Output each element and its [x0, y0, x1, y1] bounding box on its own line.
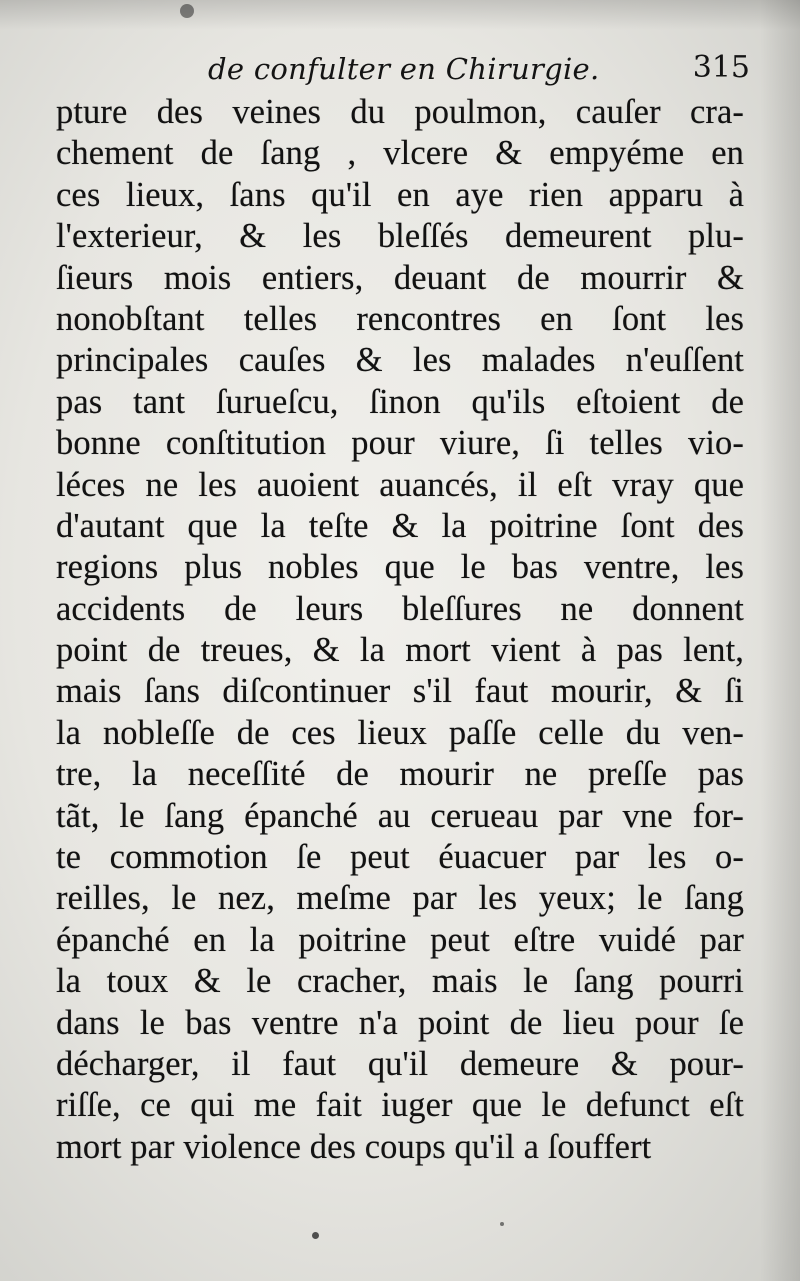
ink-blot: [180, 4, 194, 18]
running-head: de confulter en Chirurgie.: [208, 52, 600, 86]
text-line: léces ne les auoient auancés, il eſt vray que: [56, 465, 744, 504]
text-line: l'exterieur, & les bleſſés demeurent plu-: [56, 217, 744, 256]
text-line: regions plus nobles que le bas ventre, les: [56, 548, 744, 587]
text-line: mais ſans diſcontinuer s'il faut mourir, & ſi: [56, 672, 744, 711]
text-line: point de treues, & la mort vient à pas lent,: [56, 631, 744, 670]
text-line: tãt, le ſang épanché au cerueau par vne for-: [56, 796, 744, 835]
text-line: chement de ſang , vlcere & empyéme en: [56, 134, 744, 173]
text-line: bonne conſtitution pour viure, ſi telles vio-: [56, 424, 744, 463]
text-line: la toux & le cracher, mais le ſang pourri: [56, 962, 744, 1001]
text-line: reilles, le nez, meſme par les yeux; le ſang: [56, 879, 744, 918]
text-line: nonobſtant telles rencontres en ſont les: [56, 299, 744, 338]
ink-speck: [500, 1222, 504, 1226]
text-line: ces lieux, ſans qu'il en aye rien apparu à: [56, 175, 744, 214]
body-text: [56, 92, 744, 1168]
text-line: accidents de leurs bleſſures ne donnent: [56, 589, 744, 628]
text-line: dans le bas ventre n'a point de lieu pour ſe: [56, 1003, 744, 1042]
text-line: la nobleſſe de ces lieux paſſe celle du ven-: [56, 713, 744, 752]
text-line: pas tant ſurueſcu, ſinon qu'ils eſtoient de: [56, 382, 744, 421]
text-line: pture des veines du poulmon, cauſer cra-: [56, 93, 744, 131]
text-line: tre, la neceſſité de mourir ne preſſe pas: [56, 755, 744, 794]
text-line: ſieurs mois entiers, deuant de mourrir &: [56, 258, 744, 297]
page-edge-shadow: [760, 0, 800, 1281]
text-line: d'autant que la teſte & la poitrine ſont des: [56, 506, 744, 545]
text-line: mort par violence des coups qu'il a ſouffert: [56, 1127, 652, 1166]
page-number: 315: [692, 50, 750, 85]
page-top-shadow: [0, 0, 800, 30]
text-line: épanché en la poitrine peut eſtre vuidé par: [56, 920, 744, 959]
ink-speck: [312, 1232, 319, 1239]
text-line: principales cauſes & les malades n'euſſent: [56, 341, 744, 380]
text-line: riſſe, ce qui me fait iuger que le defunct eſt: [56, 1086, 744, 1125]
page-header: [60, 48, 750, 98]
text-line: te commotion ſe peut éuacuer par les o-: [56, 838, 744, 877]
text-line: décharger, il faut qu'il demeure & pour-: [56, 1044, 744, 1083]
